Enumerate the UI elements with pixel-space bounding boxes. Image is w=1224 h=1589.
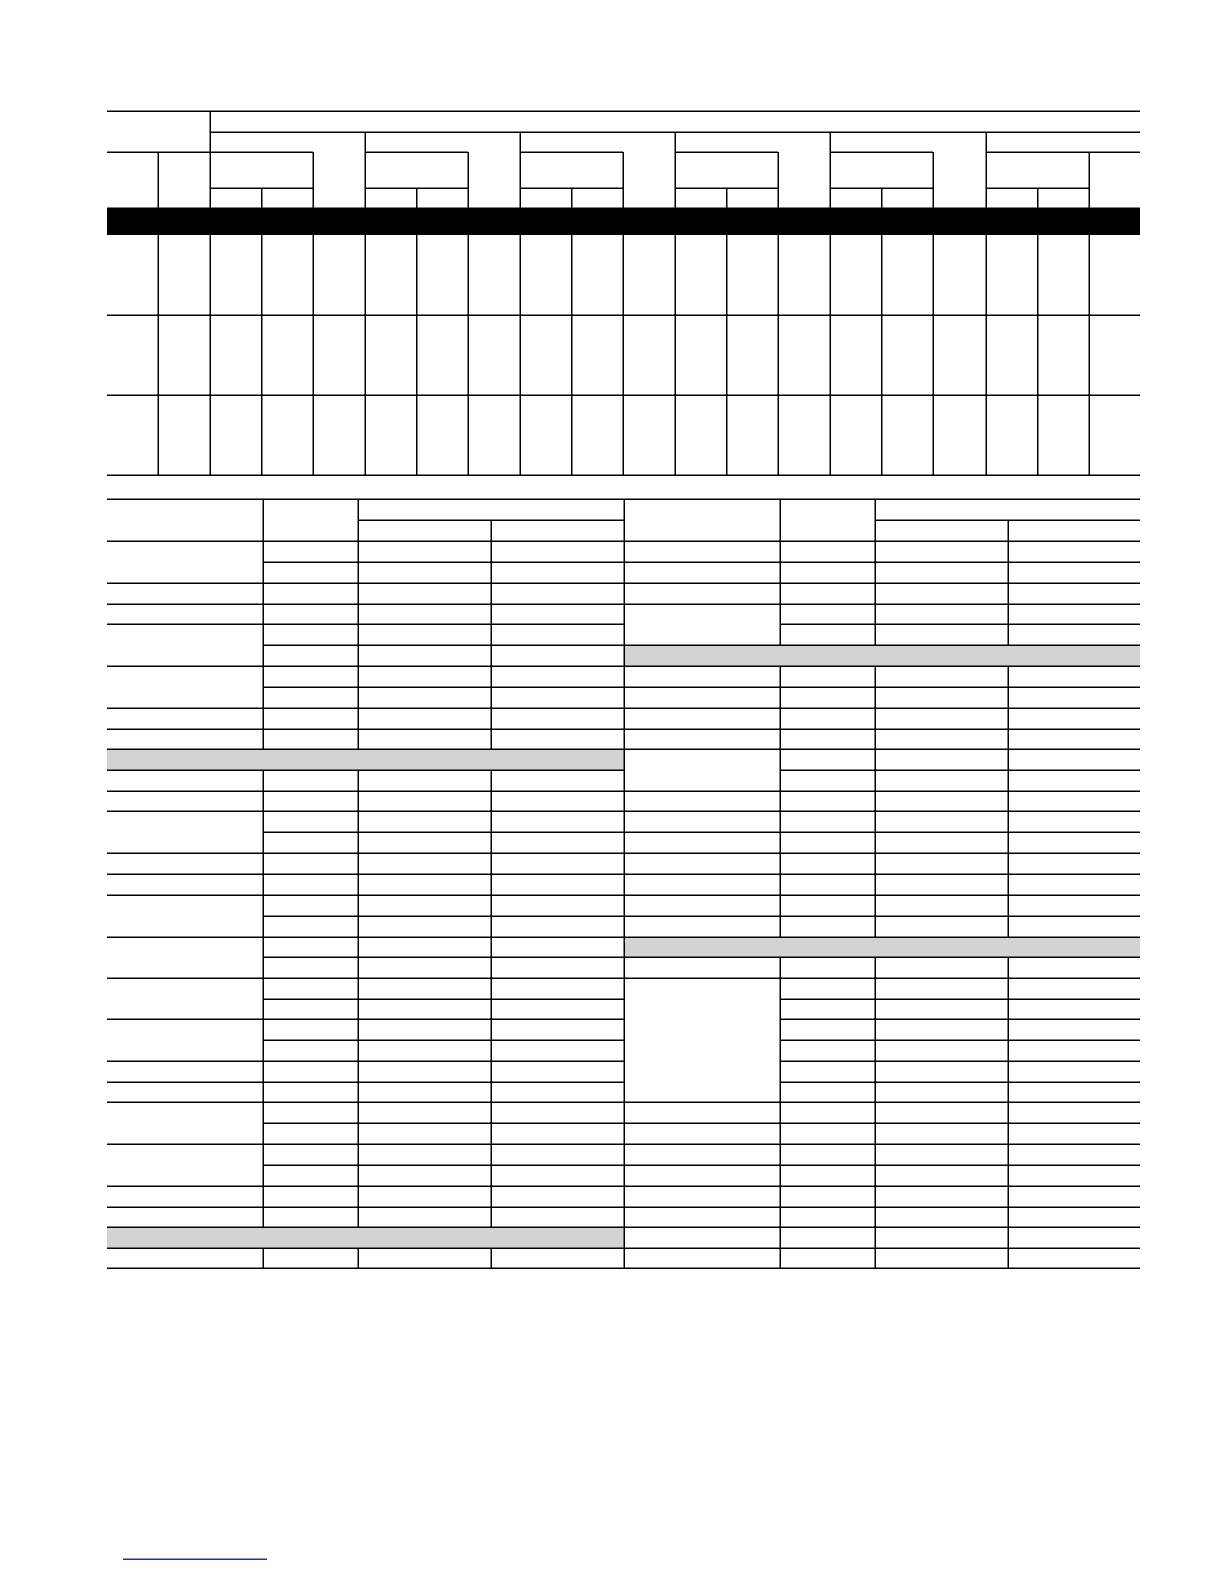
lower-table [107,499,1140,1268]
lower-shaded-band-left [107,749,624,770]
lower-shaded-band-right [624,645,1140,666]
upper-black-band [107,208,1140,235]
lower-shaded-band-left [107,1227,624,1248]
lower-shaded-band-right [624,937,1140,957]
upper-table [107,111,1140,475]
